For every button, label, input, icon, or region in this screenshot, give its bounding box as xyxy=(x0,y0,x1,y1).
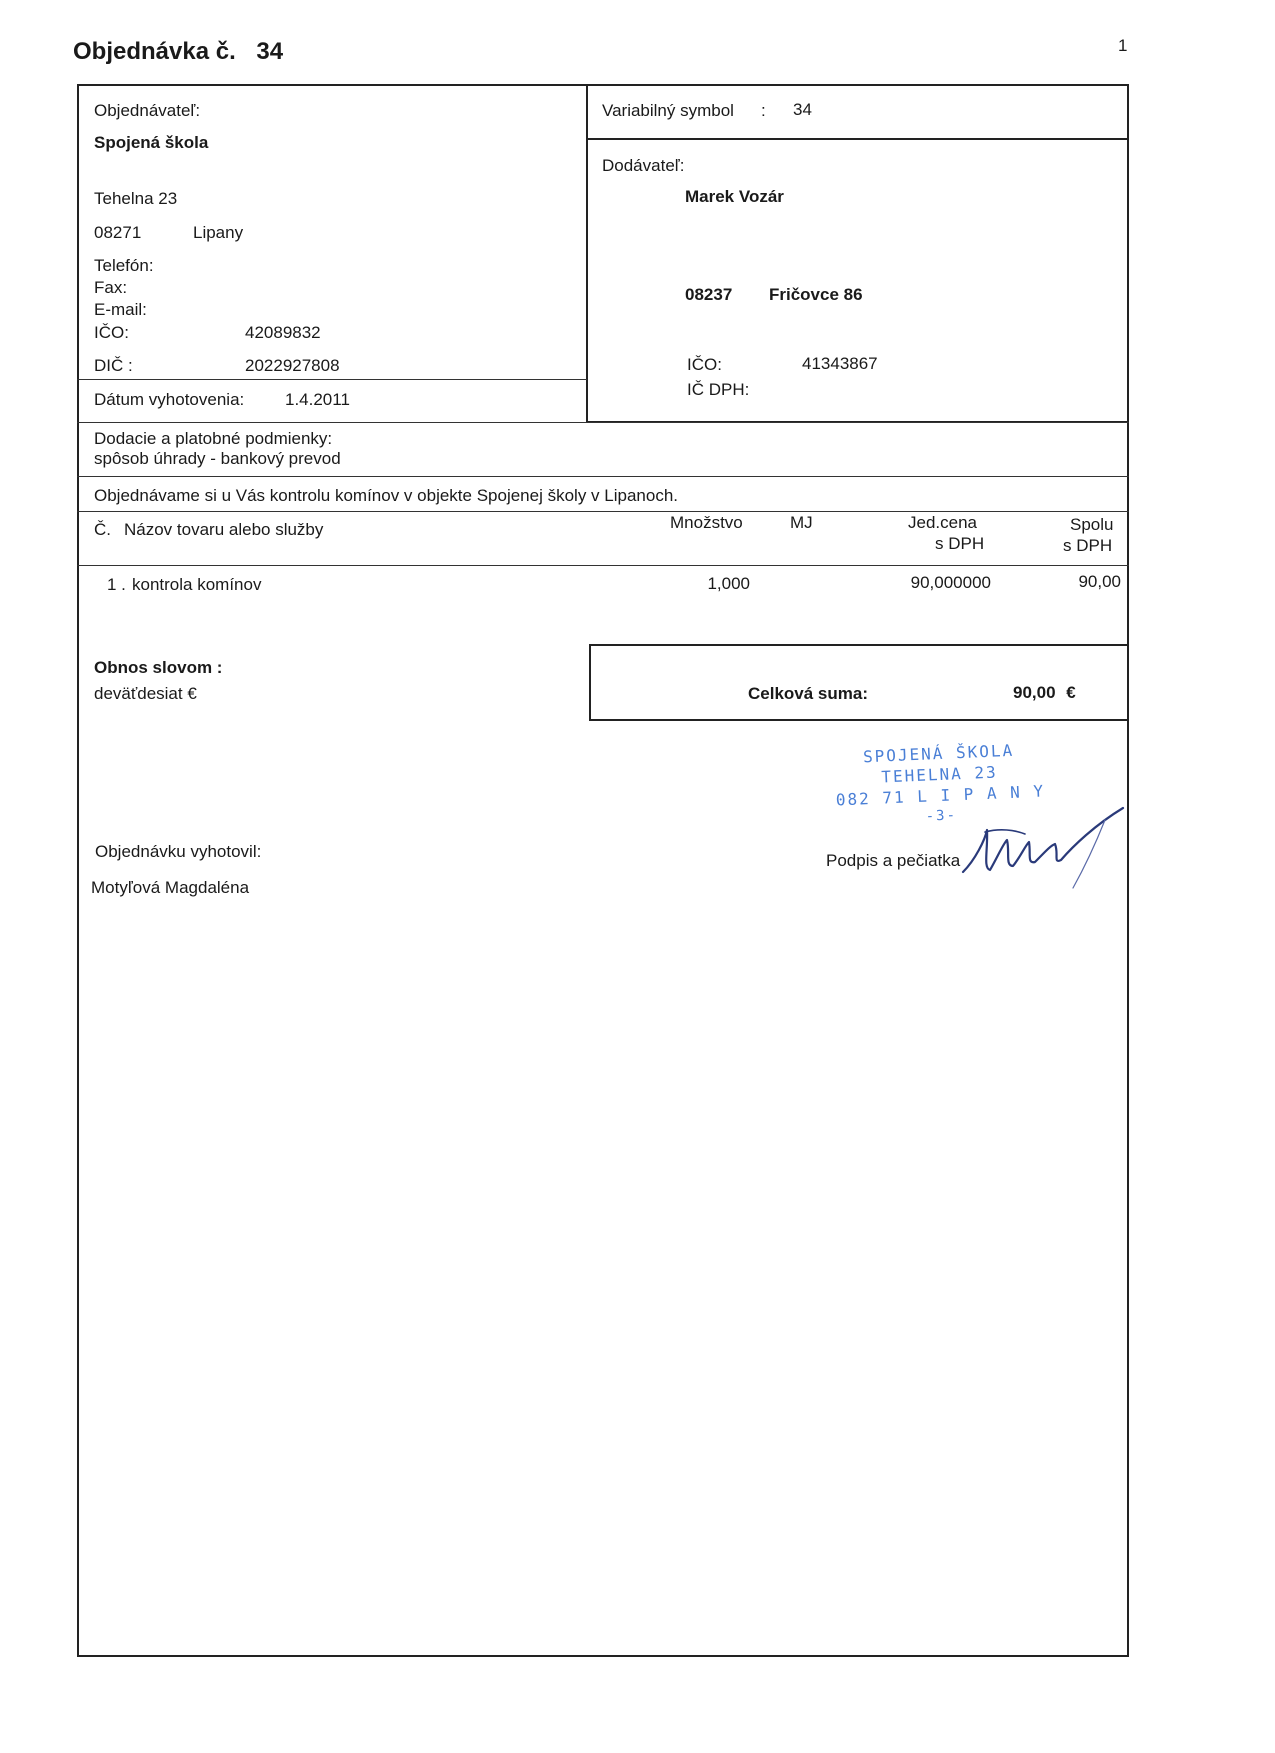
buyer-dic-value: 2022927808 xyxy=(245,356,340,375)
col-header-number: Č. xyxy=(94,520,111,539)
row-quantity: 1,000 xyxy=(707,574,750,593)
supplier-box xyxy=(586,138,1129,423)
total-currency: € xyxy=(1066,683,1076,702)
divider-terms xyxy=(77,422,1129,423)
buyer-phone-label: Telefón: xyxy=(94,256,154,275)
order-number: 34 xyxy=(256,38,284,65)
row-number: 1 . xyxy=(107,575,126,594)
buyer-ico-value: 42089832 xyxy=(245,323,321,342)
terms-label: Dodacie a platobné podmienky: xyxy=(94,429,333,448)
supplier-city: Fričovce 86 xyxy=(769,285,863,304)
amount-words-label: Obnos slovom : xyxy=(94,658,223,677)
col-header-unit-price-1: Jed.cena xyxy=(908,513,977,532)
buyer-city: Lipany xyxy=(193,223,244,242)
divider-date xyxy=(77,379,587,380)
divider-table-header xyxy=(77,511,1129,512)
buyer-email-label: E-mail: xyxy=(94,300,147,319)
buyer-fax-label: Fax: xyxy=(94,278,128,297)
total-label: Celková suma: xyxy=(748,684,868,703)
row-name: kontrola komínov xyxy=(132,575,262,594)
buyer-label: Objednávateľ: xyxy=(94,101,201,120)
row-total: 90,00 xyxy=(1078,572,1121,591)
variable-symbol-separator: : xyxy=(761,101,766,120)
page-number: 1 xyxy=(1118,36,1128,55)
prepared-by-label: Objednávku vyhotovil: xyxy=(95,842,262,861)
issue-date-value: 1.4.2011 xyxy=(285,390,350,409)
signature-label: Podpis a pečiatka xyxy=(826,851,961,870)
divider-table-body xyxy=(77,565,1129,566)
row-unit-price: 90,000000 xyxy=(910,573,991,592)
total-value xyxy=(1013,683,1076,703)
supplier-postal-code: 08237 xyxy=(685,285,733,304)
variable-symbol-value: 34 xyxy=(793,100,812,119)
supplier-icdph-label: IČ DPH: xyxy=(687,380,750,399)
issue-date-label: Dátum vyhotovenia: xyxy=(94,390,245,409)
buyer-postal-code: 08271 xyxy=(94,223,142,242)
terms-value: spôsob úhrady - bankový prevod xyxy=(94,449,341,468)
prepared-by-name: Motyľová Magdaléna xyxy=(91,878,250,897)
col-header-total-2: s DPH xyxy=(1063,536,1113,555)
stamp-line-2: TEHELNA 23 xyxy=(881,762,999,787)
supplier-name: Marek Vozár xyxy=(685,187,784,206)
supplier-ico-value: 41343867 xyxy=(802,354,878,373)
variable-symbol-label: Variabilný symbol xyxy=(602,101,734,120)
stamp-line-1: SPOJENÁ ŠKOLA xyxy=(862,740,1015,767)
col-header-unit: MJ xyxy=(790,513,813,532)
handwritten-signature xyxy=(955,800,1130,895)
supplier-ico-label: IČO: xyxy=(687,355,722,374)
col-header-unit-price-2: s DPH xyxy=(935,534,985,553)
divider-order-text xyxy=(77,476,1129,477)
buyer-street: Tehelna 23 xyxy=(94,189,178,208)
supplier-label: Dodávateľ: xyxy=(602,156,685,175)
document-title xyxy=(73,38,283,66)
buyer-ico-label: IČO: xyxy=(94,323,129,342)
col-header-total-1: Spolu xyxy=(1070,515,1114,534)
stamp-line-4: -3- xyxy=(925,807,958,825)
buyer-name: Spojená škola xyxy=(94,133,209,152)
col-header-quantity: Množstvo xyxy=(670,513,743,532)
buyer-dic-label: DIČ : xyxy=(94,356,133,375)
col-header-name: Názov tovaru alebo služby xyxy=(124,520,324,539)
order-text: Objednávame si u Vás kontrolu komínov v objekte Spojenej školy v Lipanoch. xyxy=(94,486,678,505)
total-amount: 90,00 xyxy=(1013,683,1056,702)
stamp-line-3: 082 71 L I P A N Y xyxy=(835,781,1046,810)
amount-words-value: deväťdesiat € xyxy=(94,684,197,703)
title-label: Objednávka č. xyxy=(73,38,236,65)
